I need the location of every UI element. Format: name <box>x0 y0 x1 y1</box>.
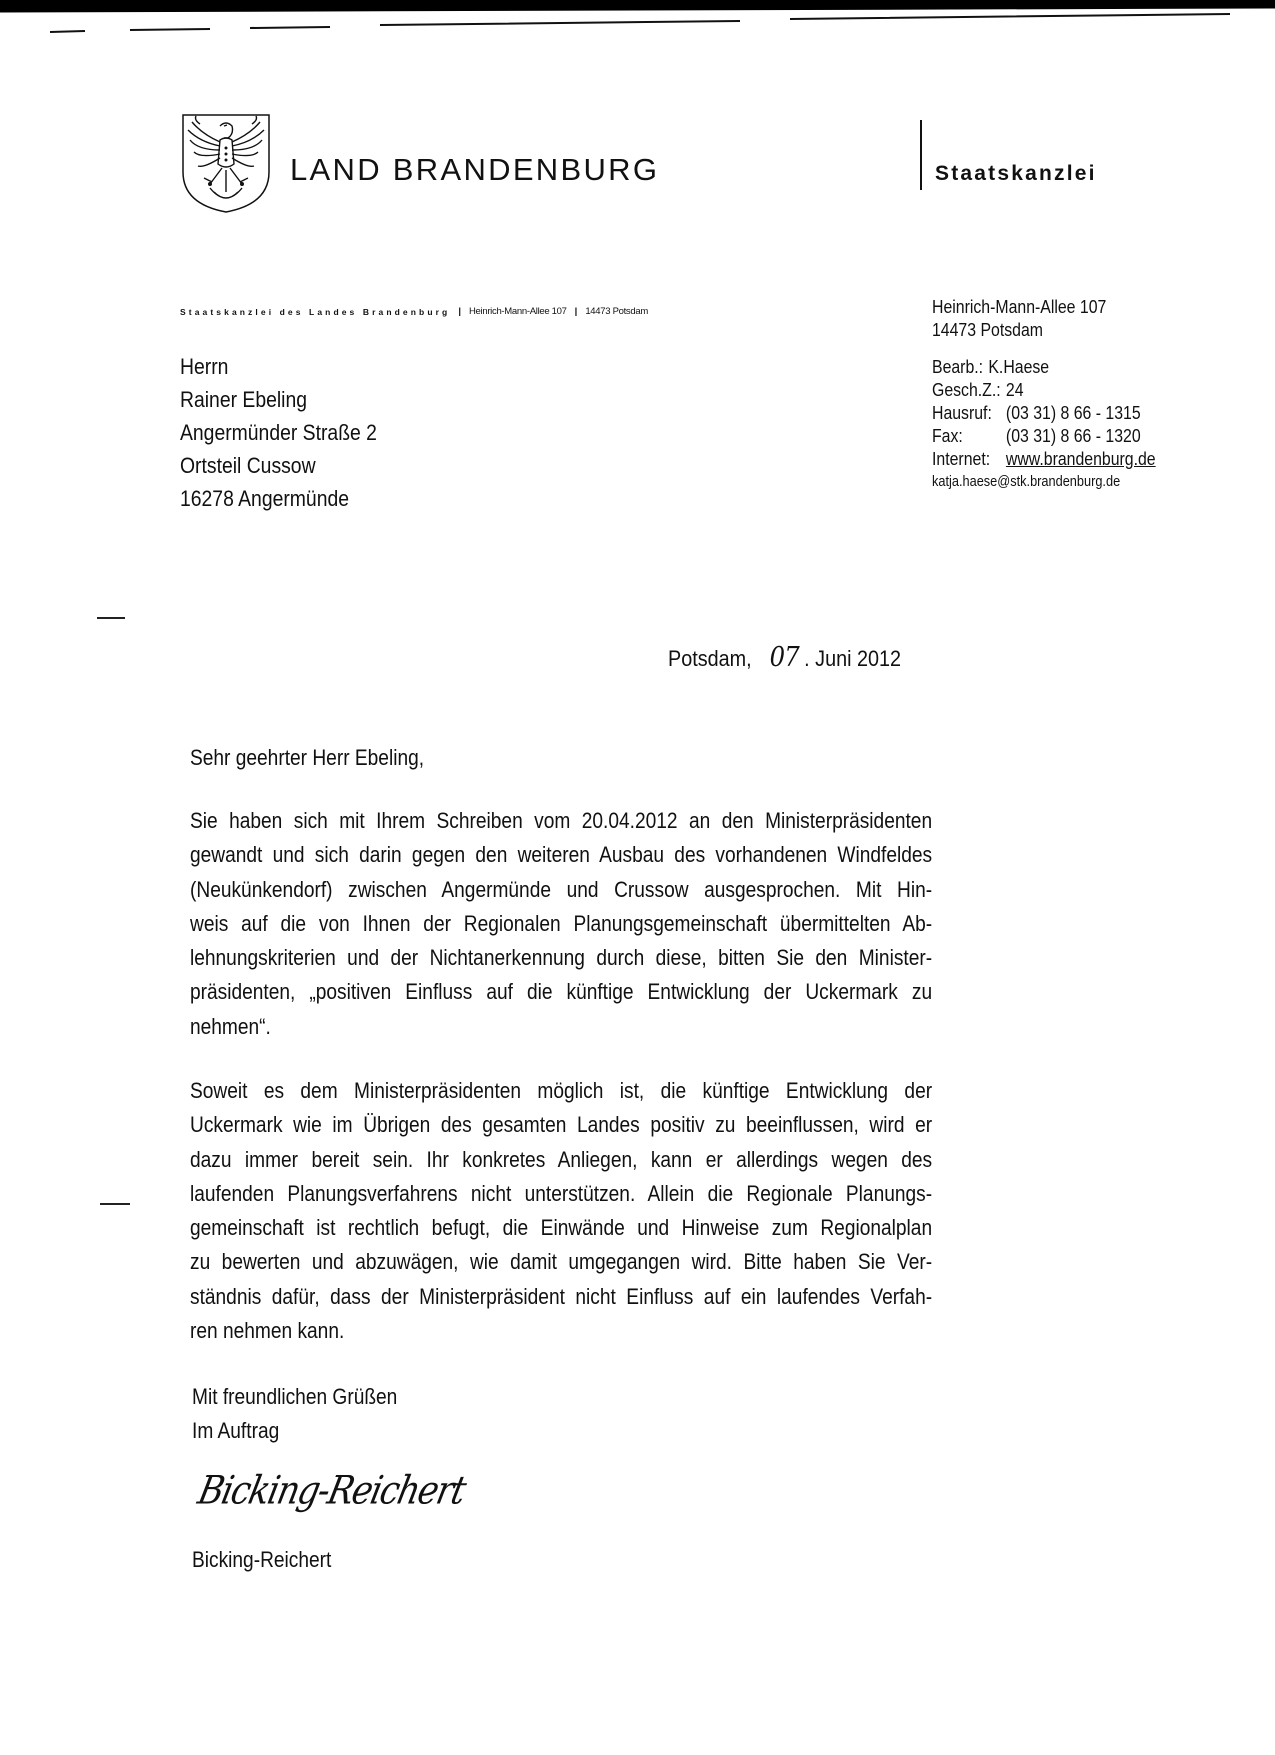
text-line: Soweit es dem Ministerpräsidenten möglich ist, die künftige Entwicklung der <box>190 1078 933 1103</box>
text-line: lehnungskriterien und der Nichtanerkennung durch diese, bitten Sie den Minister- <box>190 945 933 971</box>
info-row-fax <box>932 425 1156 448</box>
info-label: Fax: <box>932 426 963 446</box>
info-label: Internet: <box>932 449 991 469</box>
closing-on-behalf: Im Auftrag <box>192 1418 280 1443</box>
text-line: präsidenten, „positiven Einfluss auf die künftige Entwicklung der Uckermark zu <box>190 979 933 1005</box>
text-line: Sie haben sich mit Ihrem Schreiben vom 20.04.2012 an den Ministerpräsidenten <box>190 808 933 833</box>
info-value: 24 <box>1005 380 1024 400</box>
office-info-block <box>932 296 1186 494</box>
recipient-salutation: Herrn <box>180 354 229 379</box>
info-value: K.Haese <box>988 357 1050 377</box>
text-line: zu bewerten und abzuwägen, wie damit umgegangen wird. Bitte haben Sie Ver- <box>190 1249 933 1275</box>
body-paragraph-1 <box>190 804 932 1044</box>
date-place: Potsdam, <box>668 646 752 671</box>
closing-greeting: Mit freundlichen Grüßen <box>192 1384 398 1409</box>
sender-return-line <box>180 306 648 317</box>
info-row-internet <box>932 448 1156 471</box>
separator: | <box>458 306 461 317</box>
letter-date <box>668 642 901 673</box>
office-street: Heinrich-Mann-Allee 107 <box>932 297 1107 317</box>
closing-block <box>192 1380 428 1448</box>
date-month-year: . Juni 2012 <box>804 646 902 671</box>
fax-number: (03 31) 8 66 - 1320 <box>1005 426 1141 446</box>
coat-of-arms-logo <box>180 112 272 214</box>
state-name-heading: LAND BRANDENBURG <box>290 152 660 187</box>
text-line: ren nehmen kann. <box>190 1318 345 1344</box>
text-line: (Neukünkendorf) zwischen Angermünde und Crussow ausgesprochen. Mit Hin- <box>190 876 933 902</box>
signer-name: Bicking-Reichert <box>192 1547 332 1572</box>
margin-fold-mark <box>97 617 125 619</box>
recipient-district: Ortsteil Cussow <box>180 453 316 478</box>
phone-number: (03 31) 8 66 - 1315 <box>1005 403 1141 423</box>
text-line: Uckermark wie im Übrigen des gesamten Landes positiv zu beeinflussen, wird er <box>190 1112 933 1138</box>
info-label: Bearb.: <box>932 357 984 377</box>
separator: | <box>574 306 578 317</box>
recipient-address <box>180 350 404 515</box>
text-line: nehmen“. <box>190 1013 271 1039</box>
text-line: dazu immer bereit sein. Ihr konkretes Anliegen, kann er allerdings wegen des <box>190 1146 933 1172</box>
info-row-handler <box>932 356 1156 379</box>
department-name: Staatskanzlei <box>935 162 1097 185</box>
recipient-name: Rainer Ebeling <box>180 387 307 412</box>
text-line: ständnis dafür, dass der Ministerpräsident nicht Einfluss auf ein laufendes Verfah- <box>190 1283 933 1309</box>
info-label: Hausruf: <box>932 403 992 423</box>
text-line: weis auf die von Ihnen der Regionalen Planungsgemeinschaft übermittelten Ab- <box>190 910 933 936</box>
sender-street: Heinrich-Mann-Allee 107 <box>468 306 567 317</box>
handwritten-signature: Bicking-Reichert <box>194 1468 469 1514</box>
margin-punch-mark <box>100 1203 130 1205</box>
handwritten-day: 07 <box>769 642 799 673</box>
salutation: Sehr geehrter Herr Ebeling, <box>190 745 425 770</box>
recipient-city: 16278 Angermünde <box>180 486 350 511</box>
office-city: 14473 Potsdam <box>932 320 1043 340</box>
body-paragraph-2 <box>190 1074 932 1348</box>
sender-city: 14473 Potsdam <box>585 306 648 317</box>
text-line: gemeinschaft ist rechtlich befugt, die Einwände und Hinweise zum Regionalplan <box>190 1215 933 1241</box>
header-divider <box>920 120 922 190</box>
email-address[interactable]: katja.haese@stk.brandenburg.de <box>932 474 1121 490</box>
info-label: Gesch.Z.: <box>932 380 1001 400</box>
website-link[interactable]: www.brandenburg.de <box>1005 449 1156 469</box>
text-line: gewandt und sich darin gegen den weiteren Ausbau des vorhandenen Windfeldes <box>190 842 933 868</box>
scan-artifact-lines <box>0 0 1275 40</box>
text-line: laufenden Planungsverfahrens nicht unterstützen. Allein die Regionale Planungs- <box>190 1180 933 1206</box>
sender-organization: Staatskanzlei des Landes Brandenburg <box>180 306 451 317</box>
info-row-reference <box>932 379 1156 402</box>
recipient-street: Angermünder Straße 2 <box>180 420 377 445</box>
info-row-phone <box>932 402 1156 425</box>
